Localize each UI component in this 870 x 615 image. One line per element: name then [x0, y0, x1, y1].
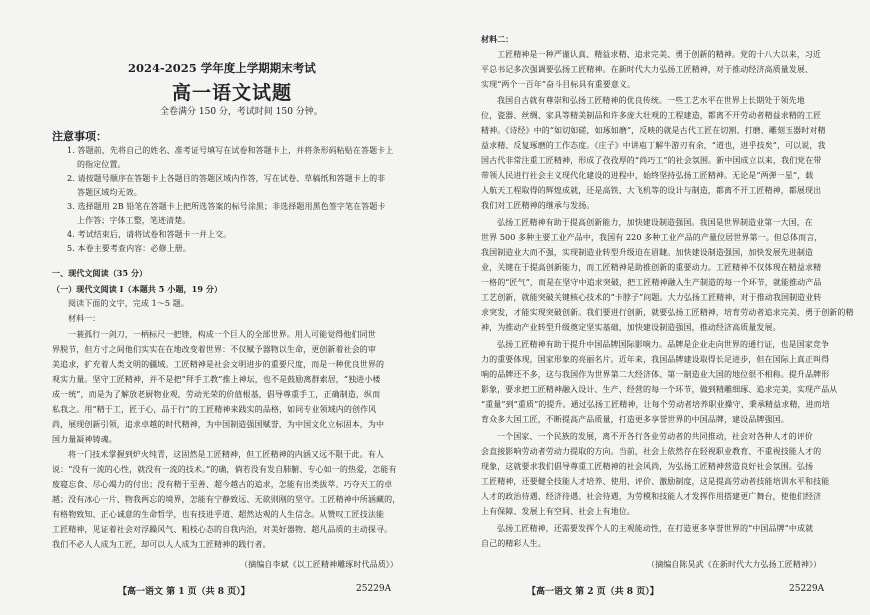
material-line: 私我之。用“精于工，匠于心，品于行”的工匠精神来践实的品格，如同专业领域内的创作风	[52, 405, 377, 414]
notice-heading: 注意事项：	[52, 130, 107, 143]
notice-line: 的指定位置。	[77, 160, 126, 169]
material-line: 自己的精彩人生。	[481, 539, 546, 548]
footer-code: 25229A	[789, 584, 825, 594]
material-line: 工匠精神是一种严谨认真、精益求精、追求完美、勇于创新的精神。党的十八大以来，习近	[497, 50, 821, 59]
material-line: 世界 500 多种主要工业产品中，我国有 220 多种工业产品的产量位居世界第一。但总体而言，	[481, 233, 823, 242]
material-line: 业，关键在于提高创新能力，而工匠精神是助推创新的重要动力。工匠精神不仅体现在精益求精	[481, 263, 822, 272]
material-line: 神，为推动产业转型升级奠定坚实基础，加快建设制造强国，推动经济高质量发展。	[481, 323, 781, 332]
material-line: 我们不必人人成为工匠，却可以人人成为工匠精神的践行者。	[52, 540, 271, 549]
footer-page-label: 【高一语文 第 1 页（共 8 页）】	[118, 587, 250, 597]
material-line: 我们对工匠精神的继承与发扬。	[481, 201, 595, 210]
material-line: 有格物致知、正心诚意的生命哲学，也有技进乎道、超然达观的人生信念。从赞叹工匠技法能	[52, 510, 385, 519]
material-line: “重量”到“重质”的提升。通过弘扬工匠精神，让每个劳动者培养职业操守、秉承精益求精，进而培	[481, 400, 830, 409]
material-line: 工艺创新，就能突破关键核心技术的“卡脖子”问题。大力弘扬工匠精神，对于推动我国制造业转	[481, 293, 822, 302]
material-line: 上有保障、发展上有空间、社会上有地位。	[481, 507, 635, 516]
reading-instruction: 阅读下面的文字，完成 1～5 题。	[68, 299, 189, 308]
material-line: 观实力量。坚守工匠精神，并不是把“拜手工教”推上神坛，也不是鼓励离群索居，“独进小楼	[52, 375, 381, 384]
material-line: 一格的“匠气”，而是在坚守中追求突破，把工匠精神融入生产制造的每一个环节，就能推动产品	[481, 278, 822, 287]
material-line: 尚，展现创新引领，追求卓越的时代精神，为中国制造强国赋誉，为中国文化立标固本，为中	[52, 420, 385, 429]
material-line: 国古代非常注重工匠精神，形成了孜孜厚的“尚巧工”的社会氛围。新中国成立以来，我们党在带	[481, 156, 822, 165]
exam-title: 高一语文试题	[172, 82, 293, 104]
material-line: 人航天工程取得的辉煌成就，还是高铁、大飞机等的设计与制造，都离不开工匠精神，都展现出	[481, 186, 822, 195]
material-line: 国力量凝神铸魂。	[52, 435, 117, 444]
material-line: 平总书记多次强调要弘扬工匠精神。在新时代大力弘扬工匠精神，对于推动经济高质量发展、	[481, 65, 814, 74]
material-line: 越；没有冰心一片、物我两忘的境界，怎能有宁静致远、无欲则刚的坚守。工匠精神中所涵藏的，	[52, 495, 401, 504]
material-line: 人才的政治待遇、经济待遇、社会待遇，为劳模和技能人才发挥作用搭建更广舞台，使他们经济	[481, 492, 822, 501]
material-line: 我国制造业大而不强，实现制造业转型升级迫在眉睫。加快建设制造强国，加快发展先进制造	[481, 248, 814, 257]
notice-line: 1. 答题前，先将自己的姓名、准考证号填写在试卷和答题卡上，并将条形码粘贴在答题卡上	[67, 146, 394, 155]
material-line: 位，瓷器、丝绸、家具等精美制品和许多庞大壮观的工程建造，都离不开劳动者精益求精的工匠	[481, 111, 822, 120]
material-line: 精神。《诗经》中的“如切如磋，如琢如磨”，反映的就是古代工匠在切割、打磨、雕刻玉器时对精	[481, 126, 826, 135]
material-line: 益求精、反复琢磨的工作态度。《庄子》中讲庖丁解牛游刃有余，“道也，进乎技矣”，可以说，我	[481, 141, 826, 150]
material-line: 响的品牌还不多，这与我国作为世界第二大经济体、第一制造业大国的地位很不相称。提升品牌形	[481, 370, 830, 379]
material-source: （摘编自陈昊武《在新时代大力弘扬工匠精神》）	[647, 560, 822, 569]
material-line: 废寝忘食、尽心竭力的付出；没有精于至善、超今越古的追求，怎能有出类拔萃、巧夺天工的卓	[52, 480, 393, 489]
subsection-heading: （一）现代文阅读 I（本题共 5 小题，19 分）	[52, 284, 223, 294]
material-line: 我国自古就有尊崇和弘扬工匠精神的优良传统。一些工艺水平在世界上长期处于领先地	[497, 96, 805, 105]
material-line: 会直接影响劳动者劳动力提取的方向。当前，社会上依然存在轻视职业教育、不重视技能人才的	[481, 447, 822, 456]
material-line: 弘扬工匠精神有助于提升中国品牌国际影响力。品牌是企业走向世界的通行证，也是国家竞争	[497, 340, 830, 349]
exam-page-2	[435, 0, 870, 615]
footer-code: 25229A	[356, 584, 392, 594]
exam-subtitle: 2024-2025 学年度上学期期末考试	[128, 61, 316, 75]
section-heading: 一、现代文阅读（35 分）	[52, 268, 148, 278]
material-line: 界脱节，但方寸之间他们实实在在地改变着世界：不仅赋予器物以生命，更创新着社会的审	[52, 345, 376, 354]
notice-line: 答题区域均无效。	[77, 188, 142, 197]
notice-line: 4. 考试结束后，请将试卷和答题卡一并上交。	[67, 230, 232, 239]
material-line: 美追求，扩充着人类文明的疆域。工匠精神是社会文明进步的重要尺度，而是一种优良世界的	[52, 360, 385, 369]
material-line: 弘扬工匠精神，还需要发挥个人的主观能动性，在打造更多享誉世界的“中国品牌”中成就	[497, 524, 814, 533]
material-line: 一蓑孤行一剑刀，一柄标尺一把锉，构成一个巨人的全部世界。用人可能觉得他们同世	[68, 330, 376, 339]
notice-line: 上作答；字体工整，笔迹清楚。	[77, 216, 191, 225]
material-line: 求突发，才能实现突破创新。我们要进行创新，就要弘扬工匠精神，培育劳动者追求完美、勇于创新的精	[481, 308, 854, 317]
material-line: 说：“没有一流的心性，就没有一流的技术。”的确，倘若没有发自肺腑、专心如一的热爱，怎能有	[52, 465, 397, 474]
material-label: 材料二：	[481, 34, 514, 44]
material-label: 材料一：	[68, 314, 101, 323]
material-line: 工匠精神，还要健全技能人才培养、使用、评价、激励制度，这是提高劳动者技能培训水平和技能	[481, 477, 830, 486]
material-line: 一个国家、一个民族的发展，离不开各行各业劳动者的共同推动，社会对各种人才的评价	[497, 432, 813, 441]
notice-line: 5. 本卷主要考查内容：必修上册。	[67, 244, 191, 253]
material-line: 工匠精神，见证着社会对浮躁风气、粗枝心态的自我内治，对美好器物、超凡品质的主动探寻。	[52, 525, 393, 534]
material-source: （摘编自李斌《以工匠精神雕琢时代品质》）	[240, 560, 398, 569]
material-line: 实现“两个一百年”奋斗目标具有重要意义。	[481, 80, 636, 89]
notice-line: 2. 请按题号顺序在答题卡上各题目的答题区域内作答，写在试卷、草稿纸和答题卡上的非	[67, 174, 386, 183]
material-line: 弘扬工匠精神有助于提高创新能力，加快建设制造强国。我国是世界制造业第一大国，在	[497, 218, 813, 227]
material-line: 育众多大国工匠，不断提高产品质量，打造更多享誉世界的中国品牌，建设品牌强国。	[481, 415, 789, 424]
notice-line: 3. 选择题用 2B 铅笔在答题卡上把所选答案的标号涂黑；非选择题用黑色签字笔在答题卡	[67, 202, 386, 211]
material-line: 成一统”，而是为了解放老厨物业观，劳动光荣的价值根基，倡导尊重手工，正确制造，纵而	[52, 390, 381, 399]
material-line: 影象，要求把工匠精神融入设计、生产、经营的每一个环节，做到精雕细琢、追求完美，实现产品从	[481, 385, 838, 394]
material-line: 力的重要体现，国家形象的亮丽名片。近年来，我国品牌建设取得长足进步，但在国际上真正叫得	[481, 355, 830, 364]
material-line: 现象，这就要求我们倡导尊重工匠精神的社会风尚，为弘扬工匠精神营造良好社会氛围。弘扬	[481, 462, 814, 471]
footer-page-label: 【高一语文 第 2 页（共 8 页）】	[527, 587, 659, 597]
material-line: 带领人民进行社会主义现代化建设的进程中，始终坚持弘扬工匠精神。无论是“两弹一星”，载	[481, 171, 814, 180]
material-line: 将一门技术掌握到炉火纯青，这固然是工匠精神，但工匠精神的内涵又远不限于此。有人	[68, 450, 384, 459]
score-line: 全卷满分 150 分，考试时间 150 分钟。	[160, 107, 323, 117]
